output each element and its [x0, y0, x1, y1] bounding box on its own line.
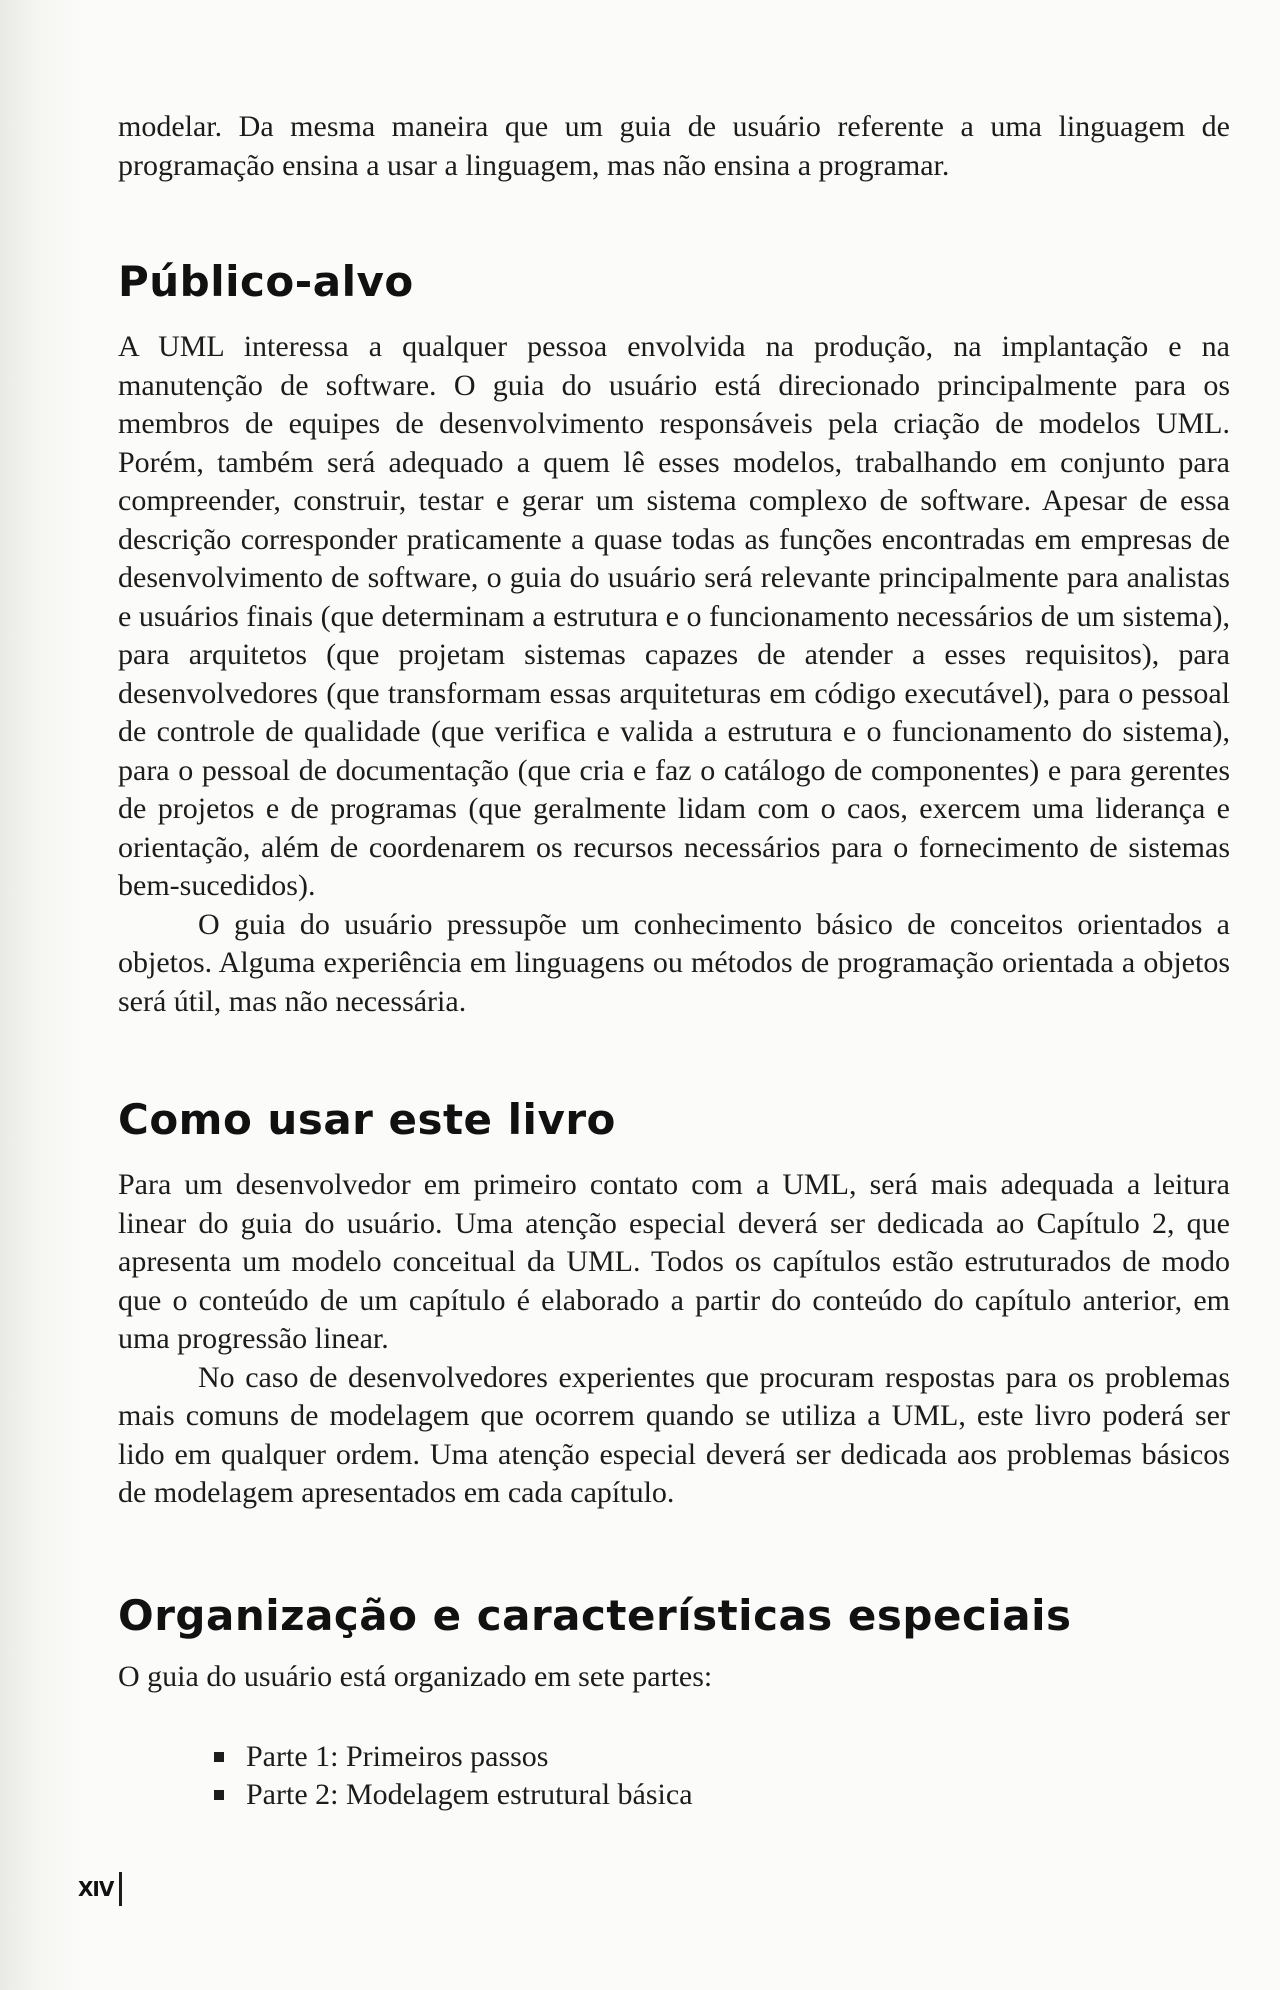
list-item	[214, 1776, 1230, 1814]
folio-rule	[119, 1872, 122, 1906]
como-paragraph-1: Para um desenvolvedor em primeiro contato com a UML, será mais adequada a leitura linear do guia do usuário. Uma atenção especial deverá ser dedicada ao Capítulo 2, que apresenta um modelo conceitual da UML. Todos os capítulos estão estruturados de modo que o conteúdo de um capítulo é elaborado a partir do conteúdo do capítulo anterior, em uma progressão linear.	[118, 1168, 1230, 1355]
square-bullet-icon	[214, 1752, 224, 1762]
publico-paragraph-1: A UML interessa a qualquer pessoa envolvida na produção, na implantação e na manutenção de software. O guia do usuário está direcionado principalmente para os membros de equipes de desenvolvimento responsáveis pela criação de modelos UML. Porém, também será adequado a quem lê esses modelos, trabalhando em conjunto para compreender, construir, testar e gerar um sistema complexo de software. Apesar de essa descrição corresponder praticamente a quase todas as funções encontradas em empresas de desenvolvimento de software, o guia do usuário será relevante principalmente para analistas e usuários finais (que determinam a estrutura e o funcionamento necessários de um sistema), para arquitetos (que projetam sistemas capazes de atender a esses requisitos), para desenvolvedores (que transformam essas arquiteturas em código executável), para o pessoal de controle de qualidade (que verifica e valida a estrutura e o funcionamento do sistema), para o pessoal de documentação (que cria e faz o catálogo de componentes) e para gerentes de projetos e de programas (que geralmente lidam com o caos, exercem uma liderança e orientação, além de coordenarem os recursos necessários para o fornecimento de sistemas bem-sucedidos).	[118, 330, 1230, 902]
list-item-label: Parte 2: Modelagem estrutural básica	[246, 1778, 693, 1811]
list-item-label: Parte 1: Primeiros passos	[246, 1740, 549, 1773]
page-number: XIV	[78, 1877, 114, 1901]
org-paragraph-1: O guia do usuário está organizado em sete partes:	[118, 1659, 713, 1693]
section-heading-publico-alvo: Público-alvo	[118, 257, 414, 306]
section-heading-organizacao: Organização e características especiais	[118, 1590, 1072, 1640]
page-content	[118, 108, 1230, 1814]
square-bullet-icon	[214, 1790, 224, 1800]
publico-paragraph-2: O guia do usuário pressupõe um conhecimento básico de conceitos orientados a objetos. Alguma experiência em linguagens ou métodos de programação orientada a objetos será útil, mas não necessária.	[118, 907, 1230, 1018]
list-item	[214, 1738, 1230, 1776]
page-folio	[78, 1872, 122, 1906]
intro-paragraph: modelar. Da mesma maneira que um guia de usuário referente a uma linguagem de programação ensina a usar a linguagem, mas não ensina a programar.	[118, 110, 1230, 182]
parts-list	[118, 1738, 1230, 1814]
como-paragraph-2: No caso de desenvolvedores experientes que procuram respostas para os problemas mais comuns de modelagem que ocorrem quando se utiliza a UML, este livro poderá ser lido em qualquer ordem. Uma atenção especial deverá ser dedicada aos problemas básicos de modelagem apresentados em cada capítulo.	[118, 1360, 1230, 1509]
section-heading-como-usar: Como usar este livro	[118, 1095, 616, 1144]
